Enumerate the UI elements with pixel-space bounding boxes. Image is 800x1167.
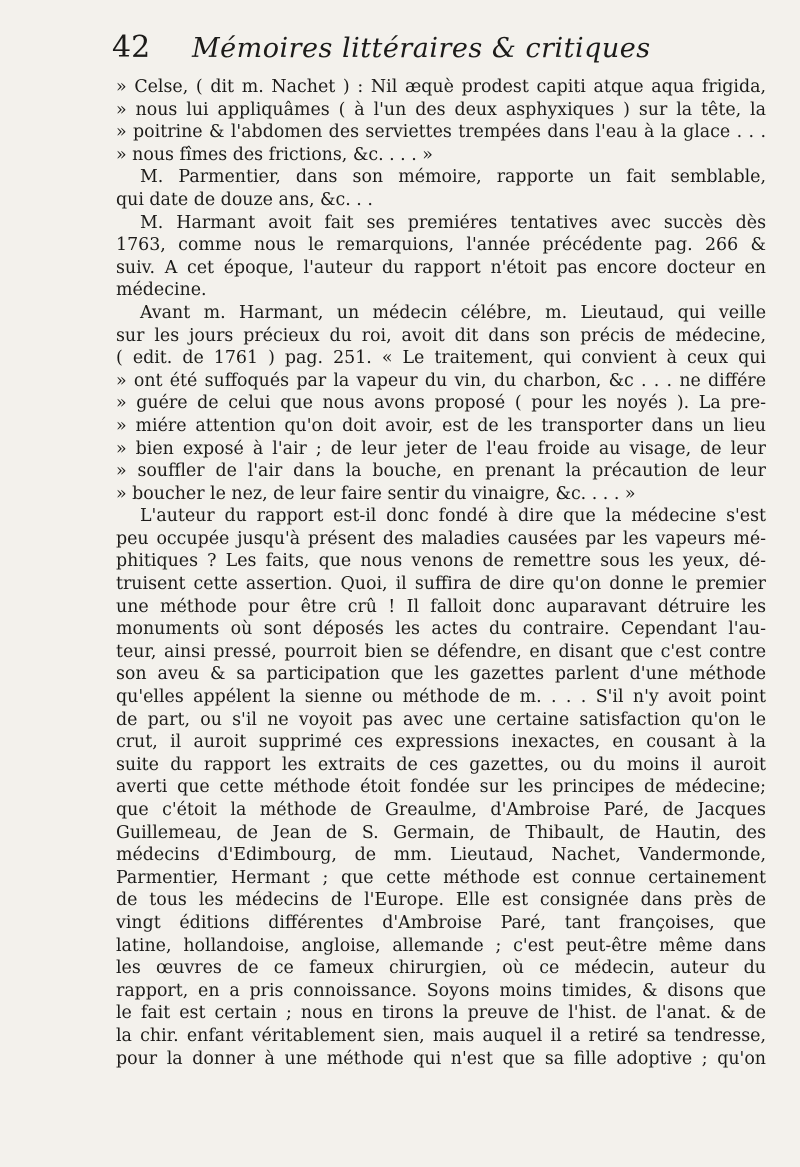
text-line: » nous lui appliquâmes ( à l'un des deux asphyxiques ) sur la tête, la	[116, 99, 766, 120]
text-line: » guére de celui que nous avons proposé ( pour les noyés ). La pre-	[116, 393, 766, 414]
text-line: la chir. enfant véritablement sien, mais auquel il a retiré sa tendresse,	[116, 1025, 766, 1046]
text-line: Avant m. Harmant, un médecin célébre, m. Lieutaud, qui veille	[140, 302, 766, 323]
text-line: » ont été suffoqués par la vapeur du vin, du charbon, &c . . . ne différe	[116, 370, 766, 391]
text-line: teur, ainsi pressé, pourroit bien se défendre, en disant que c'est contre	[116, 641, 766, 662]
text-line: le fait est certain ; nous en tirons la preuve de l'hist. de l'anat. & de	[116, 1003, 766, 1024]
text-line: M. Harmant avoit fait ses premiéres tentatives avec succès dès	[140, 212, 766, 233]
text-line: » miére attention qu'on doit avoir, est de les transporter dans un lieu	[116, 415, 766, 436]
text-line: » nous fîmes des frictions, &c. . . . »	[116, 144, 433, 165]
text-line: que c'étoit la méthode de Greaulme, d'Ambroise Paré, de Jacques	[116, 800, 766, 820]
body-text	[116, 76, 766, 1070]
text-line: de part, ou s'il ne voyoit pas avec une certaine satisfaction qu'on le	[116, 709, 766, 730]
text-line: pour la donner à une méthode qui n'est que sa fille adoptive ; qu'on	[116, 1048, 766, 1069]
text-line: qu'elles appélent la sienne ou méthode de m. . . . S'il n'y avoit point	[116, 687, 766, 708]
text-line: médecins d'Edimbourg, de mm. Lieutaud, Nachet, Vandermonde,	[116, 845, 766, 866]
text-line: latine, hollandoise, angloise, allemande ; c'est peut-être même dans	[116, 935, 766, 956]
text-line: Guillemeau, de Jean de S. Germain, de Thibault, de Hautin, des	[116, 822, 766, 843]
text-line: son aveu & sa participation que les gazettes parlent d'une méthode	[116, 664, 766, 685]
text-line: ( edit. de 1761 ) pag. 251. « Le traitement, qui convient à ceux qui	[116, 348, 766, 369]
text-line: monuments où sont déposés les actes du contraire. Cependant l'au-	[116, 619, 766, 640]
text-line: les œuvres de ce fameux chirurgien, où ce médecin, auteur du	[116, 958, 766, 979]
text-line: médecine.	[116, 280, 207, 301]
text-line: Parmentier, Hermant ; que cette méthode est connue certainement	[116, 867, 766, 888]
text-line: peu occupée jusqu'à présent des maladies causées par les vapeurs mé-	[116, 528, 766, 549]
text-line: suiv. A cet époque, l'auteur du rapport n'étoit pas encore docteur en	[116, 257, 766, 278]
text-line: vingt éditions différentes d'Ambroise Paré, tant françoises, que	[116, 912, 766, 933]
text-line: sur les jours précieux du roi, avoit dit dans son précis de médecine,	[116, 325, 766, 346]
text-line: suite du rapport les extraits de ces gazettes, ou du moins il auroit	[116, 754, 766, 775]
text-line: averti que cette méthode étoit fondée sur les principes de médecine;	[116, 777, 766, 798]
text-line: » poitrine & l'abdomen des serviettes trempées dans l'eau à la glace . . .	[116, 122, 766, 143]
text-line: » Celse, ( dit m. Nachet ) : Nil æquè prodest capiti atque aqua frigida,	[116, 77, 766, 97]
text-line: une méthode pour être crû ! Il falloit donc auparavant détruire les	[116, 596, 766, 617]
text-line: phitiques ? Les faits, que nous venons de remettre sous les yeux, dé-	[116, 551, 766, 572]
text-line: M. Parmentier, dans son mémoire, rapporte un fait semblable,	[140, 167, 766, 188]
page-number: 42	[112, 30, 151, 65]
page-header	[112, 30, 766, 74]
running-title: Mémoires littéraires & critiques	[192, 33, 651, 64]
text-line: L'auteur du rapport est-il donc fondé à dire que la médecine s'est	[140, 506, 766, 527]
text-line: » boucher le nez, de leur faire sentir du vinaigre, &c. . . . »	[116, 483, 636, 504]
text-line: truisent cette assertion. Quoi, il suffira de dire qu'on donne le premier	[116, 574, 766, 595]
text-line: 1763, comme nous le remarquions, l'année précédente pag. 266 &	[116, 235, 766, 256]
text-line: de tous les médecins de l'Europe. Elle est consignée dans près de	[116, 890, 766, 911]
text-line: » souffler de l'air dans la bouche, en prenant la précaution de leur	[116, 461, 766, 482]
text-line: crut, il auroit supprimé ces expressions inexactes, en cousant à la	[116, 732, 766, 753]
text-line: qui date de douze ans, &c. . .	[116, 189, 373, 210]
text-line: rapport, en a pris connoissance. Soyons moins timides, & disons que	[116, 980, 766, 1001]
text-line: » bien exposé à l'air ; de leur jeter de l'eau froide au visage, de leur	[116, 438, 766, 459]
